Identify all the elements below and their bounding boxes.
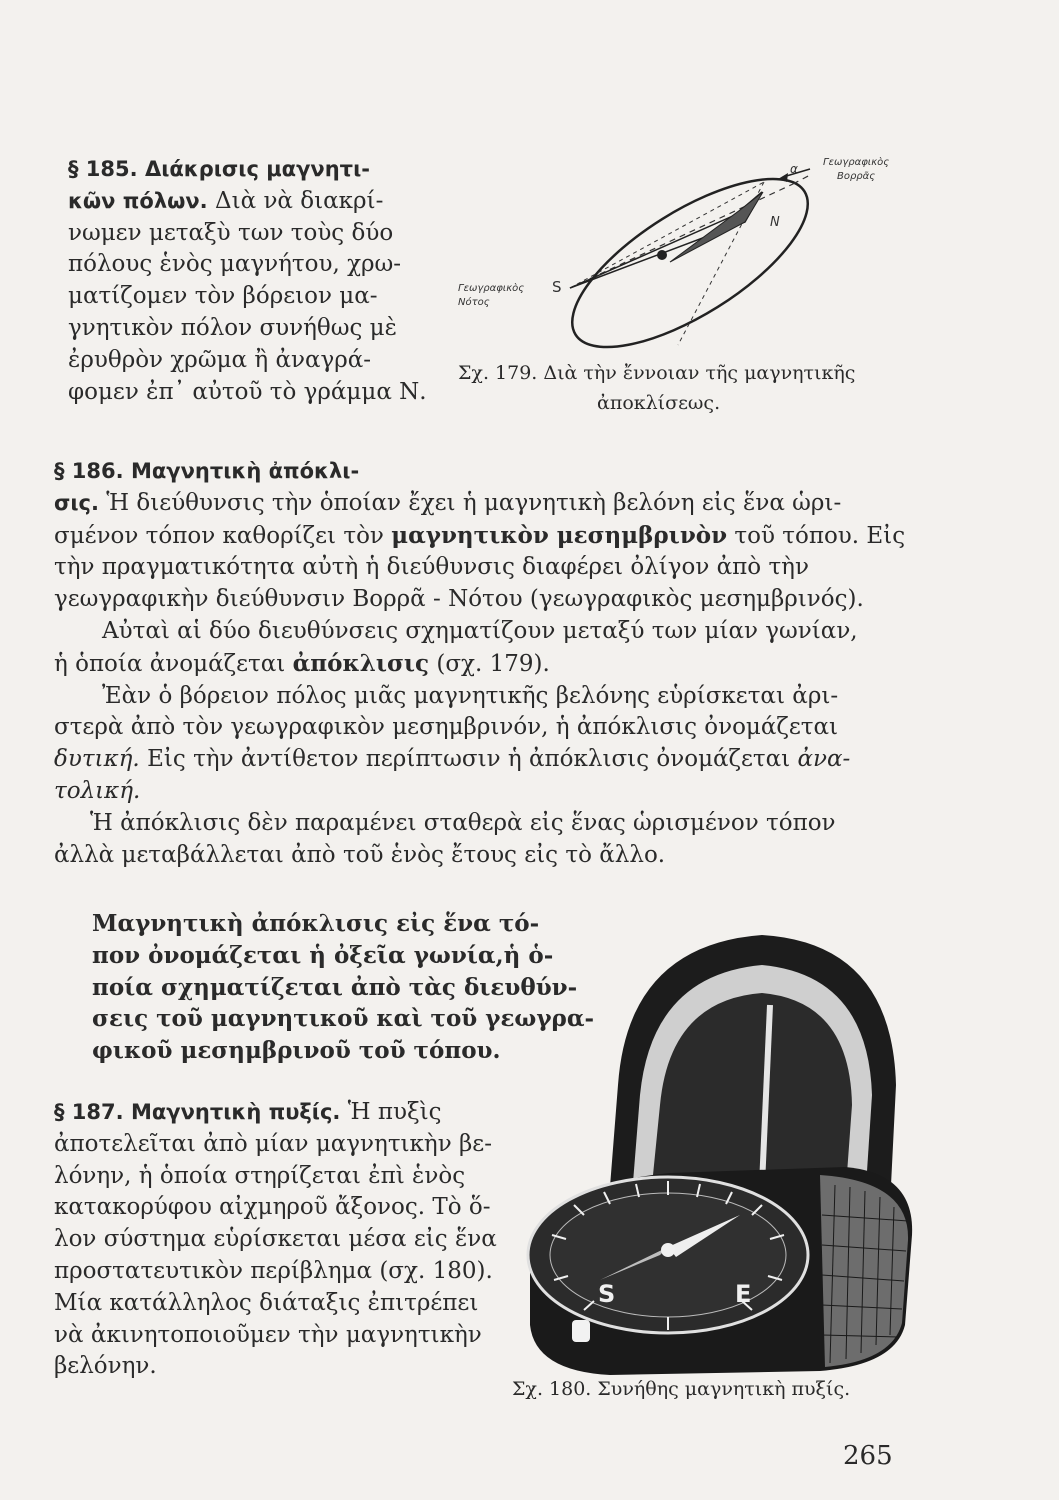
section-186-line: Ἐὰν ὁ βόρειον πόλος μιᾶς μαγνητικῆς βελόνης εὑρίσκεται ἀρι- <box>102 682 839 709</box>
section-185-line <box>68 154 427 186</box>
section-185-line: νωμεν μεταξὺ των τοὺς δύο <box>68 219 394 246</box>
definition-line: Μαγνητικὴ ἀπόκλισις εἰς ἕνα τό- <box>92 910 540 937</box>
section-185-line: γνητικὸν πόλον συνήθως μὲ <box>68 314 397 341</box>
section-185-title: Διάκρισις μαγνητι- <box>144 157 370 181</box>
section-185-line: φομεν ἐπ᾽ αὐτοῦ τὸ γράμμα Ν. <box>68 378 427 405</box>
page-number: 265 <box>843 1441 893 1471</box>
section-186-line <box>54 456 905 488</box>
section-187-line: κατακορύφου αἰχμηροῦ ἄξονος. Τὸ ὅ- <box>54 1194 491 1221</box>
definition-line: πον ὀνομάζεται ἡ ὀξεῖα γωνία,ἡ ὁ- <box>92 941 554 969</box>
section-186 <box>54 456 905 871</box>
section-186-line: τολική. <box>54 777 141 804</box>
section-186-line: Ἡ ἀπόκλισις δὲν παραμένει σταθερὰ εἰς ἕνας ὡρισμένον τόπον <box>90 809 836 836</box>
section-186-line: γεωγραφικὴν διεύθυνσιν Βορρᾶ - Νότου (γεωγραφικὸς μεσημβρινός). <box>54 586 864 613</box>
section-187 <box>54 1097 497 1383</box>
section-186-line: Αὐταὶ αἱ δύο διευθύνσεις σχηματίζουν μεταξύ των μίαν γωνίαν, <box>102 617 858 644</box>
label-geographic-north: Γεωγραφικὸς Βορρᾶς <box>823 157 890 182</box>
label-S: S <box>552 278 562 296</box>
section-185-line: ἐρυθρὸν χρῶμα ἢ ἀναγρά- <box>68 346 372 373</box>
term-magnetic-meridian: μαγνητικὸν μεσημβρινὸν <box>391 521 728 549</box>
label-geographic-south: Γεωγραφικὸς Νότος <box>458 283 525 308</box>
dial-label-E: E <box>735 1280 752 1308</box>
section-187-line: § 187. Μαγνητικὴ πυξίς. Ἡ πυξὶς <box>54 1099 442 1125</box>
figure-180 <box>500 935 920 1410</box>
section-185-line: κῶν πόλων. Διὰ νὰ διακρί- <box>68 187 384 214</box>
section-186-line: ἀλλὰ μεταβάλλεται ἀπὸ τοῦ ἑνὸς ἔτους εἰς τὸ ἄλλο. <box>54 841 666 868</box>
section-186-line: τὴν πραγματικότητα αὐτὴ ἡ διεύθυνσις διαφέρει ὀλίγον ἀπὸ τὴν <box>54 554 809 581</box>
section-187-line: νὰ ἀκινητοποιοῦμεν τὴν μαγνητικὴν <box>54 1321 482 1348</box>
section-185-title: κῶν πόλων. <box>68 188 208 213</box>
section-186-title: σις. <box>54 490 99 515</box>
figure-179 <box>440 150 910 440</box>
definition-line: σεις τοῦ μαγνητικοῦ καὶ τοῦ γεωγρα- <box>92 1005 595 1033</box>
section-185-line: ματίζομεν τὸν βόρειον μα- <box>68 283 378 310</box>
figure-180-caption: Σχ. 180. Συνήθης μαγνητικὴ πυξίς. <box>512 1378 851 1400</box>
section-187-line: Μία κατάλληλος διάταξις ἐπιτρέπει <box>54 1289 479 1316</box>
section-187-line: ἀποτελεῖται ἀπὸ μίαν μαγνητικὴν βε- <box>54 1130 492 1157</box>
section-187-line: βελόνην. <box>54 1353 157 1380</box>
section-186-line: σμένον τόπον καθορίζει τὸν μαγνητικὸν μεσημβρινὸν τοῦ τόπου. Εἰς <box>54 521 906 549</box>
figure-179-caption: ἀποκλίσεως. <box>597 392 721 414</box>
section-186-line: σις. Ἡ διεύθυνσις τὴν ὁποίαν ἔχει ἡ μαγνητικὴ βελόνη εἰς ἕνα ὡρι- <box>54 489 842 516</box>
section-186-title: Μαγνητικὴ ἀπόκλι- <box>130 459 360 483</box>
section-187-line: προστατευτικὸν περίβλημα (σχ. 180). <box>54 1257 493 1284</box>
dial-label-S: S <box>598 1280 616 1308</box>
section-185-number: § 185. <box>68 157 138 181</box>
compass-illustration <box>500 935 920 1375</box>
section-185 <box>68 154 427 408</box>
section-185-line: πόλους ἑνὸς μαγνήτου, χρω- <box>68 251 402 278</box>
definition-line: φικοῦ μεσημβρινοῦ τοῦ τόπου. <box>92 1037 501 1065</box>
figure-179-caption: Σχ. 179. Διὰ τὴν ἔννοιαν τῆς μαγνητικῆς <box>458 362 856 384</box>
section-186-line: στερὰ ἀπὸ τὸν γεωγραφικὸν μεσημβρινόν, ἡ ἀπόκλισις ὀνομάζεται <box>54 714 839 741</box>
section-186-number: § 186. <box>54 459 124 483</box>
section-186-line: δυτική. Εἰς τὴν ἀντίθετον περίπτωσιν ἡ ἀπόκλισις ὀνομάζεται ἀνα- <box>54 746 851 773</box>
section-187-line: λον σύστημα εὑρίσκεται μέσα εἰς ἕνα <box>54 1226 497 1253</box>
label-a: α <box>790 162 798 176</box>
term-declination: ἀπόκλισις <box>292 649 430 677</box>
section-187-line: λόνην, ἡ ὁποία στηρίζεται ἐπὶ ἑνὸς <box>54 1162 466 1189</box>
label-N: Ν <box>770 215 780 230</box>
section-187-number: § 187. <box>54 1100 124 1124</box>
section-187-title: Μαγνητικὴ πυξίς. <box>130 1100 341 1124</box>
definition-line: ποία σχηματίζεται ἀπὸ τὰς διευθύν- <box>92 973 578 1001</box>
section-186-line: ἡ ὁποία ἀνομάζεται ἀπόκλισις (σχ. 179). <box>54 649 550 677</box>
